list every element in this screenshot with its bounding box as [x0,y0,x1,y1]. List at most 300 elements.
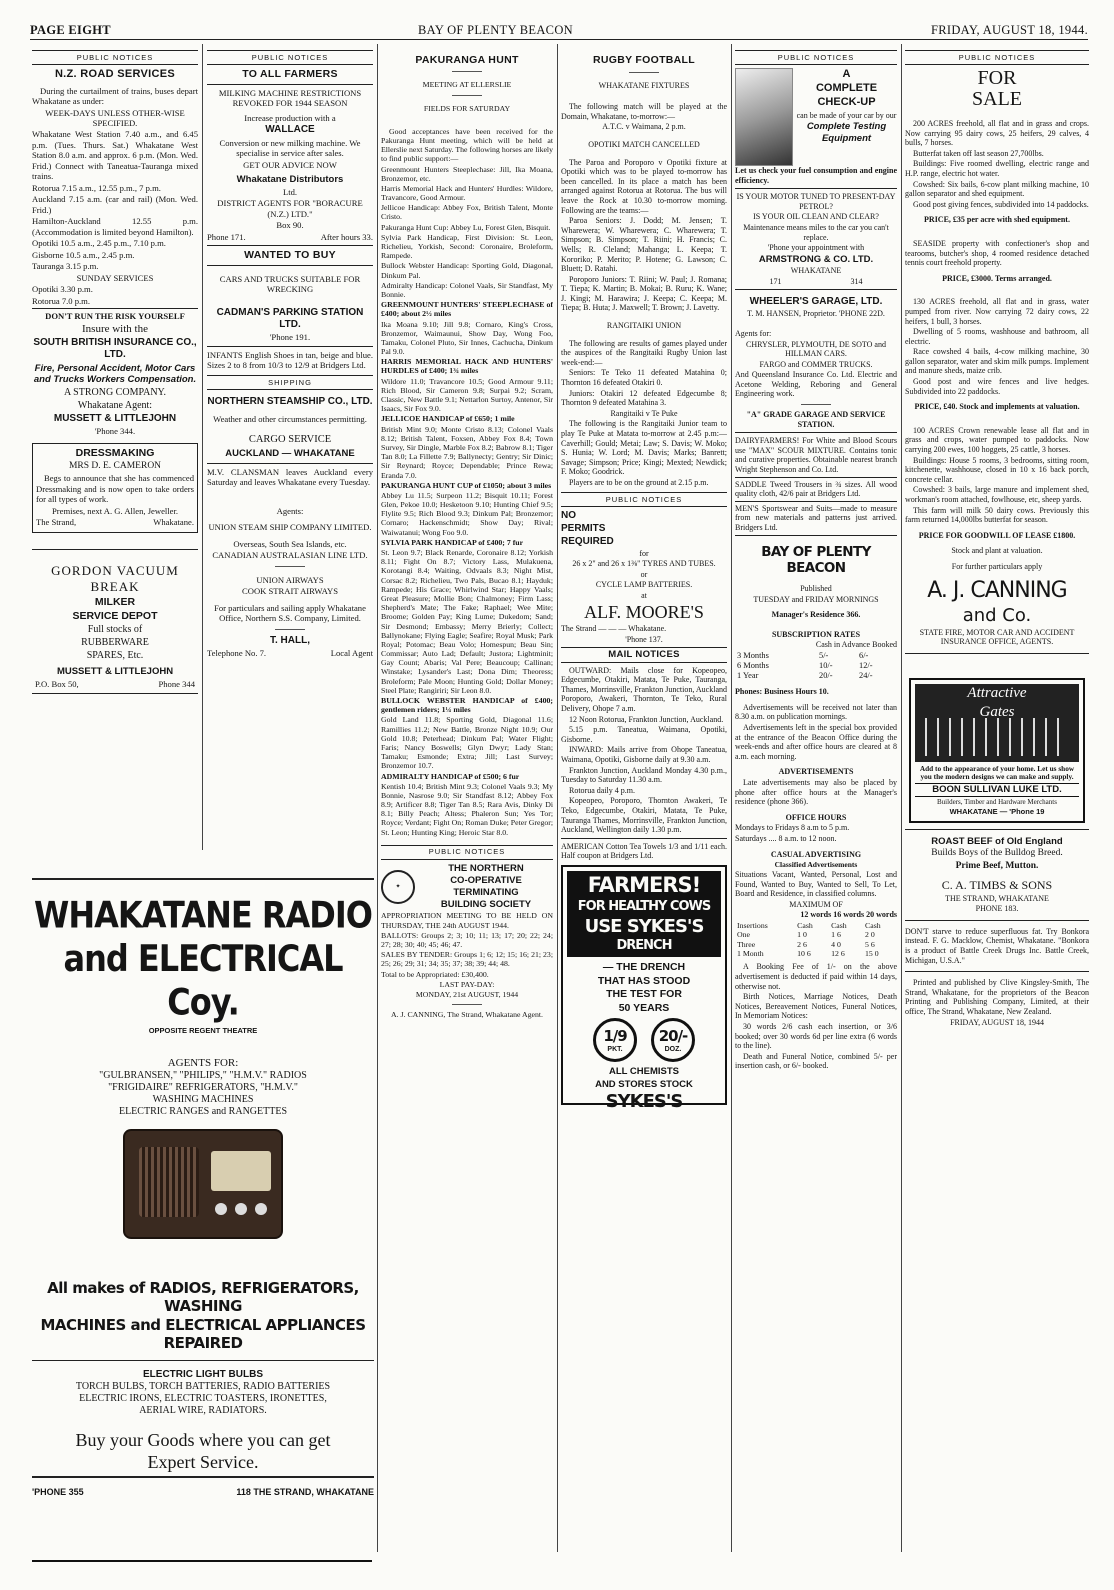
ad-text: "FRIGIDAIRE" REFRIGERATORS, "H.M.V." [108,1082,298,1093]
ad-text: THE STRAND, WHAKATANE [945,893,1049,903]
table-cell: 1 6 [831,930,841,940]
table-cell: Cash [797,921,813,931]
table-cell: 6 Months [737,661,769,671]
issue-date: FRIDAY, AUGUST 18, 1944. [930,23,1088,37]
ad-heading: Attractive [967,684,1027,701]
article-subhead: MEETING AT ELLERSLIE [422,80,512,90]
ad-heading: COMPLETE [815,82,878,95]
ad-heading: Complete Testing Equipment [806,121,887,144]
ad-text: Full stocks of [87,623,143,635]
ad-text: DISTRICT AGENTS FOR "BORACURE (N.Z.) LTD." [217,198,363,219]
radio-electrical-ad [32,878,374,1497]
divider [801,404,831,405]
notice-text: WEEK-DAYS UNLESS OTHER-WISE SPECIFIED. [45,107,185,128]
column-rule [901,44,902,1552]
table-cell: 5 6 [865,939,875,949]
divider [735,477,897,478]
article-text: The following is the Rangitaiki Junior team to play Te Puke at Matata to-morrow at 2.45 p.m:— Caverhill; Gould; Metai; Law; S. Davis; W. Moko; S. Hunia; W. Lord; M. Davis; Marks; Banrett; Savage; Simpson; Price; Kingi; Mexted; Newdick; F. Moko; Goodrick. [561,419,727,477]
mail-notice: Frankton Junction, Auckland Monday 4.30 p.m., Tuesday to Saturday 11.30 a.m. [561,765,727,785]
table-cell: 6/- [859,650,869,660]
ad-text: — THE DRENCH [602,960,686,973]
ad-text: or [640,569,648,579]
ad-heading: NO [561,509,576,521]
race-entries: Kentish 10.4; British Mint 9.3; Colonel Vaals 9.3; My Bonnie, Nasrose 9.0; Sir Standfast 8.12; Abbey Fox 8.9; Artificer 8.8; Tiger Tan 8.5; Rara Avis, Dinky Di 8.1; Billy Peach; Altess; Phaleron Sun; Yes Tor; Royce; Verdant; Fight On; Roman Duke; Peter Gregor; St. Leon; Hunting King; Heroic Star 8.0. [381,781,553,837]
ad-heading: MUSSETT & LITTLEJOHN [53,413,177,425]
ad-text: BALLOTS: Groups 2; 3; 10; 11; 13; 17; 20; 22; 24; 27; 28; 30; 40; 45; 46; 47. [381,930,553,950]
dressmaking-ad [32,443,198,533]
ad-text: COOK STRAIT AIRWAYS [242,586,338,597]
ad-text: Advertisements will be received not later than 8.30 a.m. on publication mornings. [735,702,897,722]
table-cell: Cash [865,921,881,931]
page-number: PAGE EIGHT [30,23,111,37]
ad-heading: WALLACE [265,124,315,136]
ad-text: SPARES, Etc. [86,650,144,662]
ad-text: 'PHONE 355 [32,1487,84,1497]
ad-text: WHAKATANE — 'Phone 19 [949,807,1045,817]
price-unit: DOZ. [664,1046,682,1054]
article-text: Admiralty Handicap: Colonel Vaals, Sir Standfast, My Bonnie. [381,280,553,299]
ad-text: Weather and other circumstances permitting. [213,413,367,424]
ad-text: AERIAL WIRE, RADIATORS. [139,1405,267,1416]
price: 20/- [658,1027,688,1046]
timetable-entry: Opotiki 10.5 a.m., 2.45 p.m., 7.10 p.m. [32,238,166,249]
ad-text: SALES BY TENDER: Groups 1; 6; 12; 15; 16; 21; 23; 25; 26; 29; 31; 34; 35; 37; 38; 39; 44; 48. [381,950,553,969]
ad-text: The Strand — — — Whakatane. [561,624,667,634]
ad-heading: and ELECTRICAL Coy. [63,936,343,1024]
ad-text: for [639,548,649,558]
ad-text: And Queensland Insurance Co. Ltd. Electric and Acetone Welding, Reboring and General Engineering work. [735,370,897,399]
ad-text: This farm will milk 50 dairy cows. Previously this farm returned 14,000lbs butterfat for season. [905,505,1089,525]
timetable-entry: Whakatane West Station 7.40 a.m., and 6.45 p.m. (Tues. Thurs. Sat.) Whakatane West Station 8.0 a.m. and approx. 6 p.m. (Mon. Wed. Frid.) Connect with Taneatua-Tauranga mixed trains. [32,129,198,182]
divider [32,308,198,309]
section-header: PUBLIC NOTICES [32,50,198,65]
divider [905,920,1089,921]
price: PRICE, £35 per acre with shed equipment. [924,215,1070,225]
ad-text: STATE FIRE, MOTOR CAR AND ACCIDENT INSURANCE OFFICE, AGENTS. [919,627,1075,647]
table-cell: 2 6 [797,939,807,949]
section-header: PUBLIC NOTICES [561,492,727,507]
ad-text: APPROPRIATION MEETING TO BE HELD ON THURSDAY, THE 24th AUGUST 1944. [381,911,553,930]
ad-text: Total to be Appropriated: £30,400. [381,969,489,979]
subscription-table [735,651,897,681]
ad-heading: DON'T RUN THE RISK YOURSELF [45,311,185,322]
ad-heading: "A" GRADE GARAGE AND SERVICE STATION. [746,410,886,429]
ad-text: Overseas, South Sea Islands, etc. [233,538,347,549]
article-text: The following match will be played at the Domain, Whakatane, to-morrow:— [561,102,727,121]
ad-heading: SERVICE DEPOT [72,610,158,623]
ad-text: AGENTS FOR: [167,1057,239,1069]
table-cell: 5/- [819,650,829,660]
ad-text: FARGO and COMMER TRUCKS. [759,359,873,369]
ad-text: Published [800,583,832,593]
ad-text: Let us check your fuel consumption and engine efficiency. [735,166,897,185]
column-6 [905,46,1089,1590]
ad-heading: BREAK [90,579,140,595]
column-rule [557,44,558,1552]
ad-text: Builders, Timber and Hardware Merchants [937,797,1057,806]
ad-text: Manager's Residence 366. [771,610,861,620]
divider [735,501,897,502]
divider [905,653,1089,654]
table-cell: Cash [831,921,847,931]
imprint-text: Printed and published by Clive Kingsley-Smith, The Strand, Whakatane, for the proprietors of the Beacon Printing and Publishing Company, Limited, at their office, The Strand, Whakatane, New Zealand. [905,978,1089,1016]
ad-heading: WHAKATANE RADIO [34,893,372,937]
radio-knob [255,1203,267,1215]
price-unit: PKT. [607,1046,623,1054]
ad-text: MAXIMUM OF [789,899,843,909]
timetable-entry: Tauranga 3.15 p.m. [32,261,99,272]
ad-heading: TERMINATING [453,887,519,899]
ad-text: ALL CHEMISTS [608,1066,680,1078]
radio-knob [215,1203,227,1215]
article-subhead: RANGITAIKI UNION [606,321,682,331]
divider [452,1004,482,1005]
column-rule [377,44,378,1552]
ad-heading: DRENCH [616,938,672,954]
gates-illustration [915,684,1079,762]
ad-heading: WANTED TO BUY [244,249,336,262]
ad-heading: ADVERTISEMENTS [778,767,854,777]
ad-text: Begs to announce that she has commenced Dressmaking and is now open to take orders for all types of work. [36,473,194,505]
gate-bars [925,718,1069,756]
ad-text: Cash in Advance Booked [815,640,897,650]
ad-heading: MACHINES and ELECTRICAL APPLIANCES REPAIRED [40,1316,366,1352]
ad-text: Good post and wire fences and live hedges. Subdivided into 22 paddocks. [905,377,1089,396]
race-entries: Wildore 11.0; Travancore 10.5; Good Armour 9.11; Rich Blood, Sir Cameron 9.8; Surpai 9.2; Scram, Classic, New Battle 9.1; Nettarlon Surtoy, Antenor, Sir Isaacs, Sir Fox 9.0. [381,376,553,414]
table-cell: 12 6 [831,949,845,959]
table-row [735,930,897,939]
ad-text: at [641,590,647,600]
ad-text: 200 ACRES freehold, all flat and in grass and crops. Now carrying 95 dairy cows, 25 heifers, 29 calves, 4 bulls, 7 horses. [905,119,1089,148]
article-text: Harris Memorial Hack and Hunters' Hurdles: Wildore, Travancore, Good Armour. [381,183,553,203]
ad-heading: NORTHERN STEAMSHIP CO., LTD. [207,395,373,407]
ad-text: CANADIAN AUSTRALASIAN LINE LTD. [212,550,368,561]
column-rule [202,44,203,850]
mail-notice: INWARD: Mails arrive from Ohope Taneatua, Waimana, Opotiki, Gisborne daily at 9.30 a.m. [561,745,727,765]
ad-text: Cowshed: Six bails, 6-cow plant milking machine, 10 gallon separator and shed equipment. [905,179,1089,199]
ad-text: Mondays to Fridays 8 a.m to 5 p.m. [735,823,850,833]
ad-text: PHONE 183. [975,904,1019,914]
ad-text: WASHING MACHINES [152,1094,254,1105]
ad-heading: CASUAL ADVERTISING [770,849,862,859]
article-text: Jellicoe Handicap: Abbey Fox, British Talent, Monte Cristo. [381,203,553,222]
classified-rates-table [735,921,897,958]
ad-text: AND STORES STOCK [595,1078,693,1090]
section-header: PUBLIC NOTICES [381,845,553,860]
ad-text: Phone 344 [158,678,195,689]
ad-text: TORCH BULBS, TORCH BATTERIES, RADIO BATTERIES [75,1381,331,1392]
mail-notice: OUTWARD: Mails close for Kopeopeo, Edgecumbe, Otakiri, Matata, Te Puke, Tauranga, Thames, Morrinsville, Frankton Junction, Auckland Poroporo, Awakeri, Thornton, Te Teko, Rural Delivery, Ohope 7 a.m. [561,665,727,714]
divider [629,72,659,73]
article-headline: RUGBY FOOTBALL [592,54,695,66]
ad-text: Birth Notices, Marriage Notices, Death Notices, Bereavement Notices, Funeral Notices, In Memoriam Notices: [735,992,897,1021]
ad-heading: CARGO SERVICE [248,434,332,446]
ad-text: RUBBERWARE [81,637,149,648]
article-text: Seniors: Te Teko 11 defeated Matahina 0; Thornton 16 defeated Otakiri 0. [561,368,727,388]
ad-text: MRS D. E. CAMERON [68,460,162,471]
ad-heading: T. HALL, [270,634,310,646]
table-cell: Three [737,939,756,949]
ad-text: THAT HAS STOOD [597,974,691,987]
ad-heading: MILKER [94,596,136,609]
ad-text: Maintenance means miles to the car you can't replace. [743,222,889,242]
divider [207,245,373,246]
ad-heading: SUBSCRIPTION RATES [771,629,861,639]
table-cell: 3 Months [737,650,769,660]
divider [561,838,727,839]
ad-text: The Strand, [36,517,77,528]
race-entries: Gold Land 11.8; Sporting Gold, Diagonal 11.6; Ramillies 11.2; New Battle, Bronze Night 10.9; Our Gold 10.8; Peterhead; Dinkum Pal; Water Flight; Faris; Nancy Boswells; Glyn Dwyr; Lady Stan; Tamaku; Esmonde; Extra; Jill; Last Survey; Bronzemor 10.7. [381,715,553,771]
ad-text: "GULBRANSEN," "PHILIPS," "H.M.V." RADIOS [99,1070,307,1081]
divider [207,463,373,464]
ad-text: For particulars and sailing apply Whakatane Office, Northern S.S. Company, Limited. [214,602,366,624]
race-entries: Ika Moana 9.10; Jill 9.8; Cornaro, King's Cross, Bronzemor, Waimaunui, Show Day, Wong Foo, Tamaku, Colonel Pluto, Sir Innes, Cachucha, Dinkum Pal 9.0. [381,319,553,357]
ad-heading: REQUIRED [561,535,614,547]
ad-text: DAIRYFARMERS! For White and Blood Scours use "MAX" SCOUR MIXTURE. Contains tonic and curative properties. Obtainable nearest branch Wright Stephenson and Co. Ltd. [735,436,897,475]
table-row [735,651,897,661]
ad-heading: and Co. [962,604,1032,626]
ad-text: MILKING MACHINE RESTRICTIONS REVOKED FOR 1944 SEASON [218,87,362,109]
divider [735,289,897,290]
mail-notice: 12 Noon Rotorua, Frankton Junction, Auckland. [569,714,724,724]
section-header: PUBLIC NOTICES [207,50,373,65]
ad-text: GET OUR ADVICE NOW [243,159,337,170]
ad-text: WHAKATANE [790,266,842,276]
ad-text: 50 YEARS [618,1001,670,1014]
ad-heading: OFFICE HOURS [785,812,847,822]
column-2 [207,46,373,850]
ad-heading: Whakatane Distributors [236,174,344,186]
table-cell: 15 0 [865,949,879,959]
table-cell: 4 0 [831,939,841,949]
ad-text: Premises, next A. G. Allen, Jeweller. [51,505,179,516]
ad-heading: SALE [972,88,1022,110]
ad-text: 12 words 16 words 20 words [800,910,897,920]
article-text: The following are results of games played under the auspices of the Rangitaiki Rugby Union last week-end:— [561,338,727,367]
ad-text: Butterfat taken off last season 27,700lbs. [913,148,1044,158]
ad-heading: ROAST BEEF of Old England [931,836,1063,848]
ad-text: SEASIDE property with confectioner's shop and tearooms, butcher's shop, 4 roomed residence detached tennis court freehold property. [905,238,1089,268]
table-cell: 10/- [819,661,833,671]
ad-heading: BOON SULLIVAN LUKE LTD. [915,783,1079,796]
timetable-entry: Rotorua 7.15 a.m., 12.55 p.m., 7 p.m. [32,182,161,193]
table-row [735,949,897,958]
table-row [735,940,897,949]
divider [275,566,305,567]
table-row [735,921,897,930]
table-row [735,661,897,671]
race-heading: GREENMOUNT HUNTERS' STEEPLECHASE of £400; about 2½ miles [381,300,553,319]
ad-text: Insure with the [82,322,148,335]
ad-text: After hours 33. [320,231,373,242]
divider [452,71,482,72]
ad-text: 26 x 2" and 26 x 1⅜" TYRES AND TUBES. [572,559,716,569]
ad-text: A STRONG COMPANY. [64,386,166,398]
ad-text: IS YOUR MOTOR TUNED TO PRESENT-DAY PETROL? [736,192,896,211]
ad-heading: BUILDING SOCIETY [440,899,532,911]
notice-text: During the curtailment of trains, buses depart Whakatane as under: [32,85,198,107]
article-text: Greenmount Hunters Steeplechase: Jill, Ika Moana, Bronzemor, etc. [381,164,553,183]
article-text: Juniors: Otakiri 12 defeated Edgecumbe 8; Thornton 9 defeated Matahina 3. [561,388,727,408]
article-headline: PAKURANGA HUNT [415,54,519,66]
table-row [735,671,897,681]
table-cell: 1 0 [797,930,807,940]
ad-heading: Gates [979,703,1015,720]
ad-heading: FARMERS! [587,872,701,897]
ad-text: 118 THE STRAND, WHAKATANE [236,1487,374,1497]
ad-heading: BAY OF PLENTY BEACON [761,543,871,576]
column-rule [731,44,732,1552]
ad-text: UNION AIRWAYS [256,574,324,585]
race-heading: SYLVIA PARK HANDICAP of £400; 7 fur [381,537,524,547]
checkup-ad [735,68,897,166]
ad-text: DON'T starve to reduce superfluous fat. Try Bonkora instead. F. G. Macklow, Chemist, Whakatane. "Bonkora is a product of Battle Creek Drugs Inc. Battle Creek, Michigan, U.S.A." [905,926,1089,965]
ad-text: Phone 171. [207,231,246,242]
ad-text: LAST PAY-DAY: [439,979,495,989]
article-text: Poroporo Juniors: T. Riini; W. Paul; J. Romana; T. Tiepa; K. Martin; B. Mokai; B. Ruru; K. Wane; J. Kingi; M. Harawira; J. Keepa; C. Keepa; M. Tiepa; B. Huta; J. Maxwell; T. Brown; J. Lavetty. [561,274,727,313]
section-header: PUBLIC NOTICES [735,50,897,65]
radio-speaker-grille [139,1147,199,1217]
mechanic-illustration [735,68,793,166]
ad-text: MEN'S Sportswear and Suits—made to measure from new materials and patterns just arrived. Bridgers Ltd. [735,503,897,533]
divider [735,535,897,536]
ad-heading: Classified Advertisements [774,860,858,870]
ad-text: Advertisements left in the special box provided at the entrance of the Beacon Office during the week-ends and after office hours are cleared at 8 a.m. each morning. [735,722,897,761]
ad-heading: SYKES'S [605,1091,683,1113]
divider [207,265,373,266]
table-cell: 1 Year [737,671,759,681]
article-text: Good acceptances have been received for the Pakuranga Hunt meeting, which will be held at Ellerslie next Saturday. The following horses are likely to find public support:— [381,126,553,164]
table-cell: One [737,930,750,940]
ad-text: Add to the appearance of your home. Let us show you the modern designs we can make and supply. [919,763,1075,782]
section-header: SHIPPING [207,375,373,390]
ad-text: MONDAY, 21st AUGUST, 1944 [415,989,519,999]
race-heading: ADMIRALTY HANDICAP of £500; 6 fur [381,771,520,781]
ad-text: 'Phone your appointment with [767,243,865,253]
table-cell: 1 Month [737,949,764,959]
radio-image [123,1129,283,1239]
mail-notice: Rotorua daily 4 p.m. [569,785,635,795]
ad-heading: PERMITS [561,522,606,534]
divider [32,1360,374,1361]
section-header: MAIL NOTICES [561,647,727,662]
ad-text: Buy your Goods where you can get [75,1430,331,1450]
society-emblem-icon: ✦ [381,870,415,904]
price: PRICE, £3000. Terms arranged. [942,273,1052,283]
ad-heading: ALF. MOORE'S [584,601,704,622]
phone-number: 314 [850,276,863,286]
ad-heading: N.Z. ROAD SERVICES [54,68,176,81]
ad-text: For further particulars apply [951,561,1043,571]
ad-text: A. J. CANNING, The Strand, Whakatane Agent. [391,1010,543,1020]
ad-text: Whakatane. [153,517,194,528]
article-text: Sylvia Park Handicap, First Division: St. Leon, Richelieu, Yorkish, Second: Coronaire, Broleform, Rampede. [381,232,553,261]
ad-text: Box 90. [276,220,304,231]
section-header: PUBLIC NOTICES [905,50,1089,65]
ad-text: 30 words 2/6 cash each insertion, or 3/6 booked; over 30 words 6d per line extra (6 words to the line). [735,1022,897,1051]
ad-text: UNION STEAM SHIP COMPANY LIMITED. [208,522,372,533]
race-entries: St. Leon 9.7; Black Renarde, Coronaire 8.12; Yorkish 8.11; Fight On 8.7; Victory Lass, Mulakuena, Korotangi 8.4; Waiting, Odvaals 8.3; Night Mist, Corsac 8.2; Richelieu, Two Pals, Bucao 8.1; Hayduk; Rampede; His Grace; Whirlwind Star; Happy Vaals; Great Pleasure; Mollie Bon; Chalmoney; Firm Lass; Shepherd's Mate; The Fake; Raphael; Wee Mite; Broome; Golden Pay; King Lume; Dukedom; Sand; Sir Desmond; Embassy; Merry Brierly; Collect; Ballynokane; Flying Eagle; Seafire; Royal Musk; Park Royal; Potomac; Beau Volo; Homespun; Beau Sin; Commissar; Auto Lad; Default; Justora; Lightminit; Gay Count; Abaris; Val Pere; Beaucoup; Callinan; Winstake; Lysander's Last; Dona Dim; Theoress; Broleform; Pale Moon; Hunting Gold; Dollar Money; Steel Plate; Rangiriri; Sir Leon 8.0. [381,548,553,695]
ad-heading: C. A. TIMBS & SONS [941,878,1053,893]
timetable-entry: Gisborne 10.5 a.m., 2.45 p.m. [32,249,135,260]
ad-text: 'Phone 137. [625,634,663,644]
ad-text: Saturdays .... 8 a.m. to 12 noon. [735,833,837,843]
ad-text: Late advertisements may also be placed by phone after office hours at the Manager's residence (phone 366). [735,777,897,807]
ad-heading: CHECK-UP [817,96,876,109]
divider [905,829,1089,830]
table-cell: 10 6 [797,949,811,959]
bottom-rule [32,1560,372,1562]
ad-text: Race cowshed 4 bails, 4-cow milking machine, 30 gallon separator, water and skim milk pumps. Implement and manure sheds, maize crib. [905,347,1089,376]
ad-heading: WHEELER'S GARAGE, LTD. [749,296,883,308]
ad-heading: ELECTRIC LIGHT BULBS [143,1369,263,1380]
ad-heading: CO-OPERATIVE [450,874,522,886]
ad-text: Builds Boys of the Bulldog Breed. [931,848,1063,859]
ad-heading: FOR HEALTHY COWS [577,899,711,915]
table-cell: 20/- [819,671,833,681]
ad-text: Buildings: House 5 rooms, 3 bedrooms, sitting room, kitchenette, washhouse, closed in 10 x 16 back porch, concrete cellar. [905,455,1089,484]
race-heading: JELLICOE HANDICAP of £650; 1 mile [381,414,515,424]
article-subhead: FIELDS FOR SATURDAY [423,103,511,113]
ad-heading: DRESSMAKING [75,446,155,459]
ad-text: CARS AND TRUCKS SUITABLE FOR WRECKING [219,273,361,295]
building-society-ad [381,863,553,912]
column-3 [381,46,553,1590]
ad-text: Agents for: [735,328,772,338]
radio-knob [235,1203,247,1215]
ad-text: Situations Vacant, Wanted, Personal, Lost and Found, Wanted to Buy, Wanted to Sell, To Let, Board and Residence, in classified columns. [735,870,897,899]
timetable-entry: Opotiki 3.30 p.m. [32,284,93,295]
ad-text: T. M. HANSEN, Proprietor. 'PHONE 22D. [747,309,885,319]
ad-text: Cowshed: 3 bails, large manure and implement shed, workman's room attached, fowlhouse, etc, sheep yards. [905,485,1089,504]
divider [207,84,373,85]
table-cell: 24/- [859,671,873,681]
ad-heading: A [842,68,851,80]
ad-text: Death and Funeral Notice, combined 5/- per insertion cash, or 6/- booked. [735,1051,897,1071]
race-heading: HARRIS MEMORIAL HACK AND HUNTERS' HURDLES of £400; 1¾ miles [381,357,553,376]
ad-text: CHRYSLER, PLYMOUTH, DE SOTO and HILLMAN CARS. [746,339,886,359]
ad-text: 'Phone 191. [269,332,311,343]
ad-heading: AUCKLAND — WHAKATANE [225,448,355,460]
divider [275,629,305,630]
race-entries: Abbey Lu 11.5; Surpeon 11.2; Bisquit 10.11; Forest Glen, Pekoe 10.0; Hesketoon 9.10; Hunting Chief 9.5; Flylite 9.5; Rich Blood 9.3; Dinkum Pal; Bronzemor; Cornaro; Hackenschmidt; Show Day; Rival; Waiwatanui; Wong Foo 9.0. [381,490,553,537]
article-text: The Paroa and Poroporo v Opotiki fixture at Opotiki which was to be played to-morrow has been cancelled. In its place a match has been arranged against Rotorua at Rotorua. The bus will leave the Rock at 10.30 to-morrow morning. Following are the teams:— [561,157,727,215]
ad-text: A Booking Fee of 1/- on the above advertisement is deducted if paid within 14 days, otherwise not. [735,962,897,991]
ad-text: 100 ACRES Crown renewable lease all flat and in grass and crops, water pumped to paddocks. Now carrying 200 ewes, 100 hoggets, 25 cattle, 3 horses. [905,425,1089,455]
ad-text: Ltd. [282,186,298,197]
price: 1/9 [603,1027,627,1046]
divider [905,971,1089,972]
sykes-drench-ad [561,865,727,1113]
ad-text: TUESDAY and FRIDAY MORNINGS [753,594,879,604]
newspaper-name: BAY OF PLENTY BEACON [418,23,573,37]
ad-text: Agents: [276,505,304,516]
ad-text: P.O. Box 50, [35,678,79,689]
ad-text: Whakatane Agent: [77,399,153,411]
ad-text: 'Phone 344. [94,426,136,437]
price-badges [567,1018,721,1062]
ad-text: ELECTRIC RANGES and RANGETTES [118,1106,288,1117]
race-heading: PAKURANGA HUNT CUP of £1050; about 3 miles [381,480,552,490]
article-subhead: WHAKATANE FIXTURES [598,80,690,90]
ad-heading: MUSSETT & LITTLEJOHN [56,666,174,678]
ad-text: Dwelling of 5 rooms, washhouse and bathroom, all electric. [905,327,1089,346]
mail-notice: Kopeopeo, Poroporo, Thornton Awakeri, Te Teko, Edgecumbe, Otakiri, Matata, Te Puke, Tauranga Thames, Morrinsville, Frankton Junction, Auckland, Wellington daily 1.30 p.m. [561,796,727,835]
divider [735,432,897,433]
ad-text: can be made of your car by our [796,110,897,120]
article-text: A.T.C. v Waimana, 2 p.m. [602,122,686,132]
article-text: Players are to be on the ground at 2.15 p.m. [569,477,709,487]
